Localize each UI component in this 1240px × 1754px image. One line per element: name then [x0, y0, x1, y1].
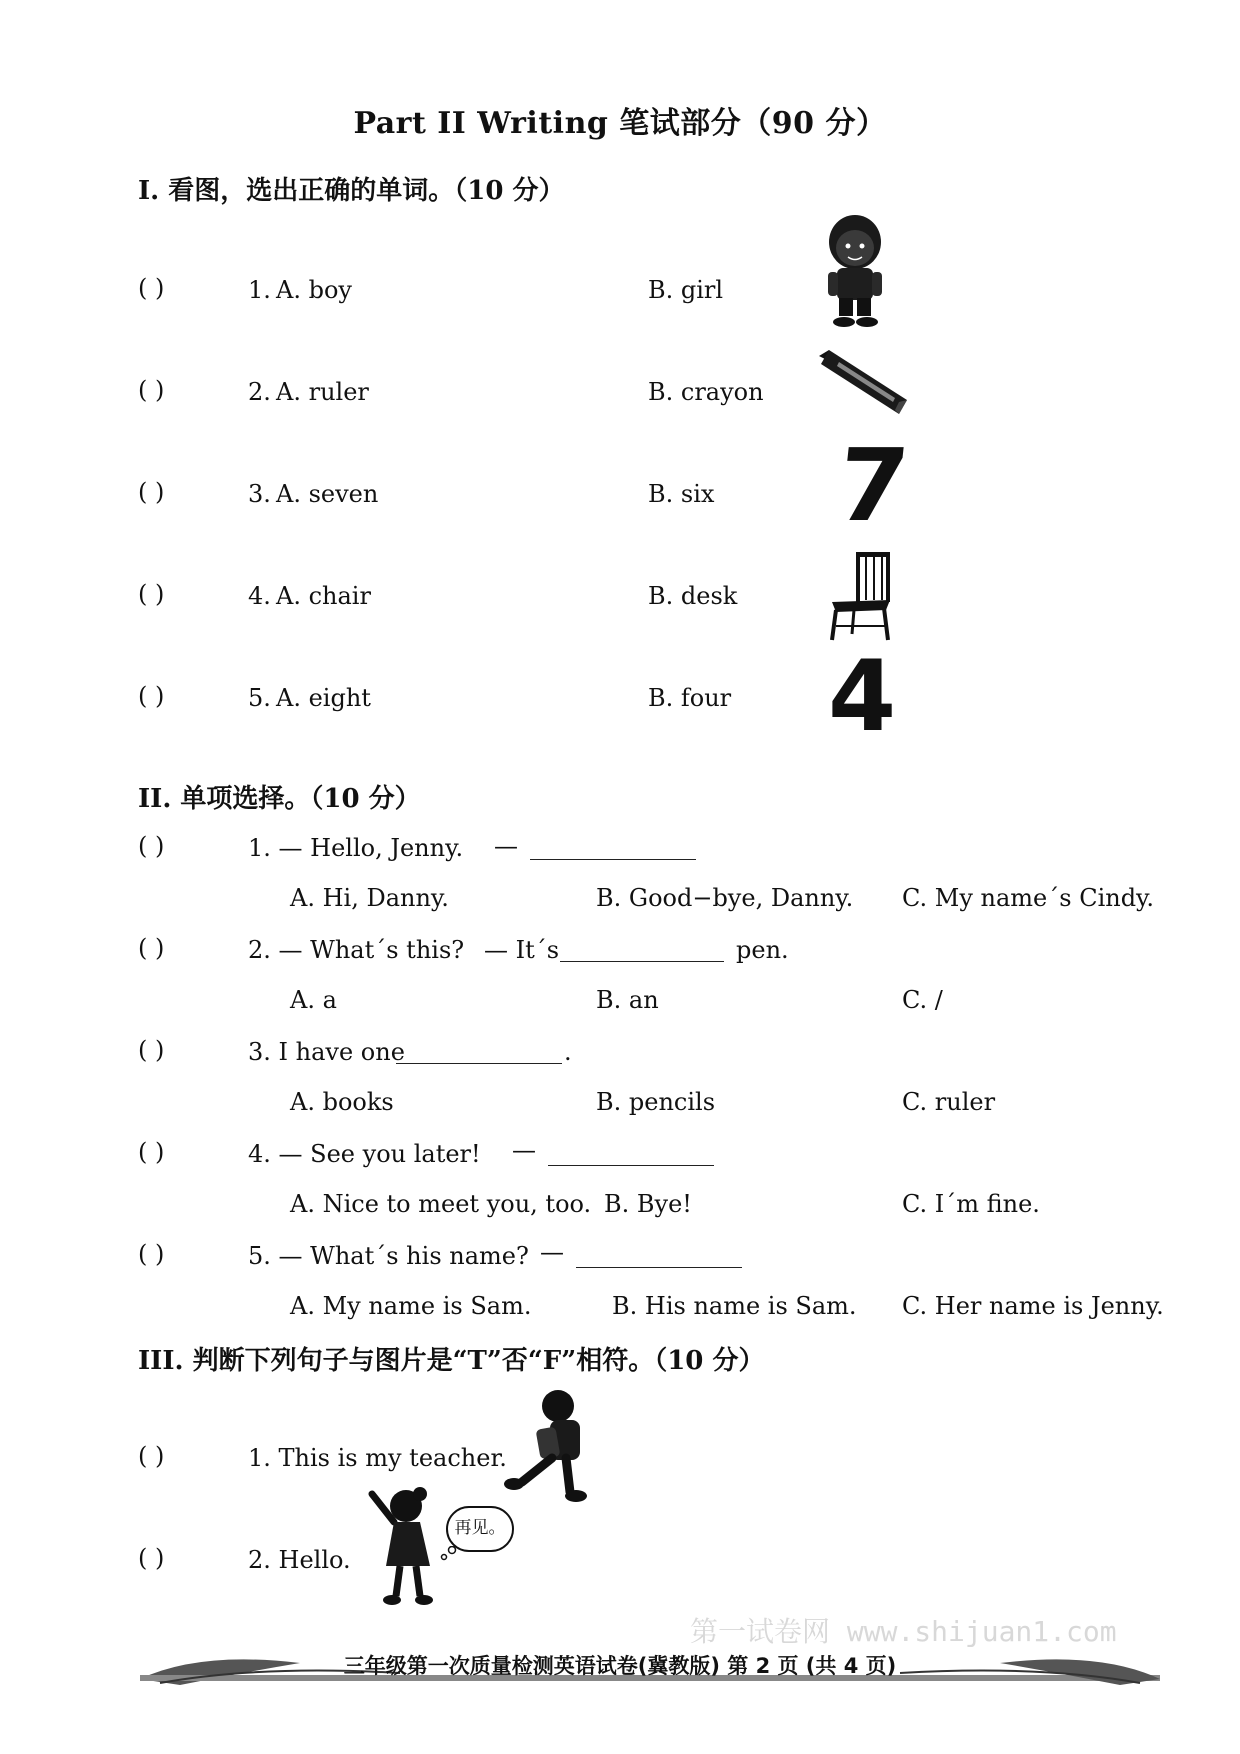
- dash-prompt: —: [540, 1238, 564, 1266]
- option-b: B. pencils: [596, 1088, 716, 1116]
- question-number: 3.: [248, 480, 271, 508]
- dash-prompt: —: [494, 832, 518, 860]
- walking-student-icon: [500, 1388, 590, 1504]
- answer-bracket[interactable]: ( ): [138, 274, 165, 302]
- page-title: Part II Writing 笔试部分（90 分）: [353, 106, 887, 141]
- answer-bracket[interactable]: ( ): [138, 1036, 165, 1064]
- option-b: B. Bye!: [604, 1190, 692, 1218]
- digit-seven-icon: 7: [831, 427, 914, 544]
- option-b: B. four: [648, 684, 732, 712]
- option-a: A. seven: [276, 480, 379, 508]
- question-number: 1.: [248, 276, 271, 304]
- question-stem: 4. — See you later!: [248, 1140, 481, 1168]
- statement-text: 1. This is my teacher.: [248, 1444, 507, 1472]
- answer-bracket[interactable]: ( ): [138, 376, 165, 404]
- answer-bracket[interactable]: ( ): [138, 1240, 165, 1268]
- question-stem: 5. — What´s his name?: [248, 1242, 529, 1270]
- answer-bracket[interactable]: ( ): [138, 478, 165, 506]
- option-c: C. /: [902, 986, 943, 1014]
- option-a: A. Hi, Danny.: [290, 884, 449, 912]
- digit-four-icon: 4: [828, 640, 897, 754]
- option-b: B. an: [596, 986, 659, 1014]
- question-stem: 2. — What´s this?: [248, 936, 465, 964]
- speech-tail-icon: [438, 1546, 458, 1562]
- option-c: C. Her name is Jenny.: [902, 1292, 1164, 1320]
- answer-bracket[interactable]: ( ): [138, 934, 165, 962]
- crayon-icon: [815, 348, 915, 418]
- dash-prompt: — It´s: [484, 936, 560, 964]
- option-b: B. His name is Sam.: [612, 1292, 857, 1320]
- answer-bracket[interactable]: ( ): [138, 1138, 165, 1166]
- option-a: A. a: [290, 986, 337, 1014]
- question-stem: 3. I have one: [248, 1038, 405, 1066]
- page-footer: 三年级第一次质量检测英语试卷(冀教版) 第 2 页 (共 4 页): [343, 1654, 897, 1678]
- option-b: B. crayon: [648, 378, 764, 406]
- waving-girl-icon: [360, 1480, 450, 1610]
- option-c: C. ruler: [902, 1088, 996, 1116]
- option-a: A. chair: [276, 582, 371, 610]
- answer-blank[interactable]: [396, 1062, 562, 1064]
- question-tail: pen.: [736, 936, 789, 964]
- chair-icon: [826, 550, 896, 642]
- option-c: C. I´m fine.: [902, 1190, 1040, 1218]
- answer-bracket[interactable]: ( ): [138, 1544, 165, 1572]
- answer-blank[interactable]: [576, 1266, 742, 1268]
- option-a: A. ruler: [276, 378, 369, 406]
- question-number: 4.: [248, 582, 271, 610]
- question-number: 2.: [248, 378, 271, 406]
- answer-bracket[interactable]: ( ): [138, 1442, 165, 1470]
- option-a: A. My name is Sam.: [290, 1292, 532, 1320]
- answer-blank[interactable]: [560, 960, 724, 962]
- answer-bracket[interactable]: ( ): [138, 682, 165, 710]
- section-2-heading: II. 单项选择。（10 分）: [138, 784, 421, 814]
- option-a: A. boy: [276, 276, 352, 304]
- speech-bubble-text: 再见。: [454, 1518, 506, 1538]
- option-b: B. desk: [648, 582, 738, 610]
- question-tail: .: [564, 1038, 572, 1066]
- boy-figure-icon: [810, 212, 900, 330]
- option-b: B. Good−bye, Danny.: [596, 884, 854, 912]
- option-a: A. Nice to meet you, too.: [290, 1190, 592, 1218]
- question-number: 5.: [248, 684, 271, 712]
- option-b: B. girl: [648, 276, 724, 304]
- option-a: A. eight: [276, 684, 371, 712]
- watermark: 第一试卷网 www.shijuan1.com: [690, 1615, 1117, 1648]
- answer-bracket[interactable]: ( ): [138, 832, 165, 860]
- dash-prompt: —: [512, 1136, 536, 1164]
- section-1-heading: I. 看图，选出正确的单词。（10 分）: [138, 176, 565, 206]
- statement-text: 2. Hello.: [248, 1546, 351, 1574]
- question-stem: 1. — Hello, Jenny.: [248, 834, 464, 862]
- answer-bracket[interactable]: ( ): [138, 580, 165, 608]
- option-b: B. six: [648, 480, 715, 508]
- option-c: C. My name´s Cindy.: [902, 884, 1155, 912]
- option-a: A. books: [290, 1088, 394, 1116]
- section-3-heading: III. 判断下列句子与图片是“T”否“F”相符。（10 分）: [138, 1346, 765, 1376]
- answer-blank[interactable]: [548, 1164, 714, 1166]
- answer-blank[interactable]: [530, 858, 696, 860]
